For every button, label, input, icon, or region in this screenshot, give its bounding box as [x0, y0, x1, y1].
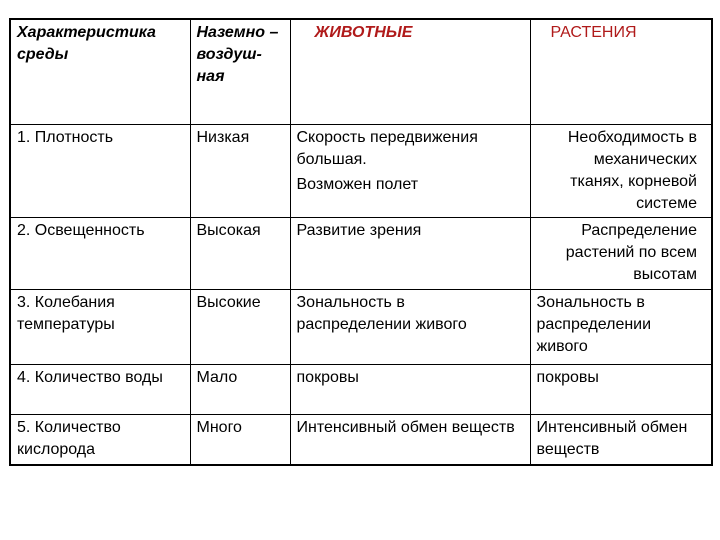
- header-animals: ЖИВОТНЫЕ: [290, 19, 530, 124]
- row-characteristic: 1. Плотность: [10, 124, 190, 217]
- table-row: [10, 124, 712, 217]
- table-header-row: [10, 19, 712, 124]
- environment-table: [9, 18, 713, 466]
- row-animals: Развитие зрения: [290, 218, 530, 290]
- row-characteristic: 4. Количество воды: [10, 365, 190, 415]
- row-animals: Зональность в распределении живого: [290, 290, 530, 365]
- row-plants: Распределение растений по всем высотам: [530, 218, 712, 290]
- row-animals: [290, 124, 530, 217]
- row-value: Мало: [190, 365, 290, 415]
- animals-text-line1: Скорость передвижения большая.: [296, 128, 478, 168]
- header-characteristic: Характеристика среды: [10, 19, 190, 124]
- table-row: [10, 365, 712, 415]
- row-plants: Необходимость в механических тканях, корневой системе: [530, 124, 712, 217]
- row-characteristic: 3. Колебания температуры: [10, 290, 190, 365]
- table-row: [10, 218, 712, 290]
- row-plants: Интенсивный обмен веществ: [530, 414, 712, 465]
- animals-text-line2: Возможен полет: [296, 175, 419, 193]
- row-value: Низкая: [190, 124, 290, 217]
- table-row: [10, 414, 712, 465]
- row-plants: покровы: [530, 365, 712, 415]
- row-animals: Интенсивный обмен веществ: [290, 414, 530, 465]
- table-row: [10, 290, 712, 365]
- row-value: Много: [190, 414, 290, 465]
- row-value: Высокие: [190, 290, 290, 365]
- row-value: Высокая: [190, 218, 290, 290]
- header-plants: РАСТЕНИЯ: [530, 19, 712, 124]
- row-characteristic: 5. Количество кислорода: [10, 414, 190, 465]
- header-environment: [190, 19, 290, 124]
- row-plants: Зональность в распределении живого: [530, 290, 712, 365]
- header-environment-text: Наземно – воздуш-ная: [196, 24, 279, 85]
- row-characteristic: 2. Освещенность: [10, 218, 190, 290]
- row-animals: покровы: [290, 365, 530, 415]
